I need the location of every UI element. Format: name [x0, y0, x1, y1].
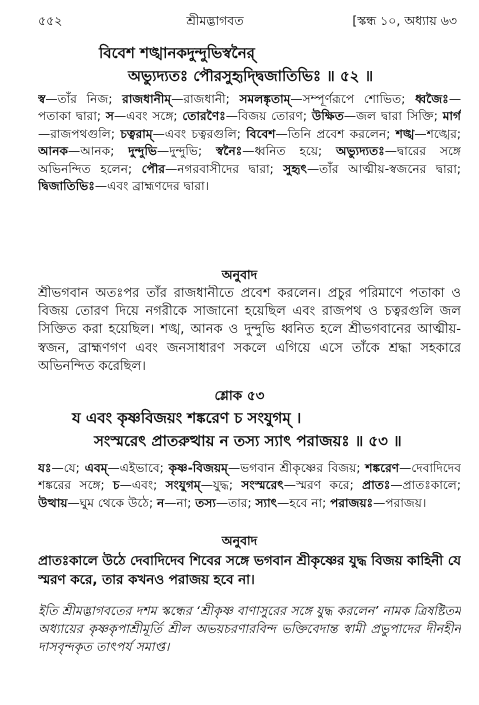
page-number: ৫৫২: [38, 13, 63, 28]
synonym-word: সংস্মরেৎ: [241, 478, 284, 493]
synonym-word: সংযুগম্: [165, 478, 201, 493]
chapter-colophon: ইতি শ্রীমদ্ভাগবতের দশম স্কন্ধের ‘শ্রীকৃষ্ণ বাণাসুরের সঙ্গে যুদ্ধ করলেন’ নামক ত্রিষষ্টিতম অধ্যায়ের কৃষ্ণকৃপাশ্রীমূর্তি শ্রীল অভয়চরণারবিন্দ ভক্তিবেদান্ত স্বামী প্রভুপাদের দীনহীন দাসবৃন্দকৃত তাৎপর্য সমাপ্ত।: [38, 603, 461, 654]
synonym-word: অভ্যুদ্যতঃ: [336, 144, 385, 159]
synonym-meaning: —রাজপথগুলি;: [38, 126, 121, 141]
synonym-meaning: —তাঁর নিজ;: [45, 92, 123, 106]
synonym-meaning: —হবে না;: [277, 495, 331, 510]
synonym-word: তোরণৈঃ: [182, 109, 226, 124]
synonym-word: পৌর: [141, 161, 166, 176]
synonym-word: তস্য: [195, 495, 216, 510]
synonym-meaning: —বিজয় তোরণ;: [225, 109, 312, 124]
synonym-meaning: —আনক;: [68, 144, 129, 159]
synonym-word: চত্বরাম্: [120, 126, 153, 141]
synonym-word: শঙ্করেণ: [365, 461, 400, 475]
synonym-word: দ্বিজাতিভিঃ: [38, 179, 95, 194]
synonym-meaning: —তিনি প্রবেশ করলেন;: [275, 126, 396, 141]
synonym-word: স্বনৈঃ: [215, 144, 243, 159]
synonym-meaning: —দেবাদিদেব শঙ্করের সঙ্গে;: [38, 461, 461, 493]
synonyms-52: [38, 91, 461, 265]
synonym-meaning: —সম্পূর্ণরূপে শোভিত;: [290, 92, 416, 106]
synonym-word: ধ্বজৈঃ: [415, 92, 449, 106]
translation-heading-53: অনুবাদ: [221, 533, 258, 548]
synonyms-53: [38, 460, 461, 530]
synonym-word: সমলঙ্কৃতাম্: [239, 92, 291, 106]
synonym-word: রাজধানীম্: [122, 92, 172, 106]
synonym-meaning: —প্রাতঃকালে;: [390, 478, 461, 493]
synonym-meaning: —ঘুম থেকে উঠে;: [67, 495, 157, 510]
synonym-word: উক্ষিত: [311, 109, 344, 124]
synonym-word: পরাজয়ঃ: [330, 495, 374, 510]
verse-53-line-1: য এবং কৃষ্ণবিজয়ং শঙ্করেণ চ সংযুগম্ ।: [72, 409, 302, 427]
synonym-word: যঃ: [38, 461, 52, 475]
synonym-meaning: —ভগবান শ্রীকৃষ্ণের বিজয়;: [227, 461, 366, 475]
synonym-meaning: —তার;: [215, 495, 256, 510]
synonym-meaning: —জল দ্বারা সিক্তি;: [343, 109, 443, 124]
verse-53-line-2: সংস্মরেৎ প্রাতরুত্থায় ন তস্য স্যাৎ পরাজয়ঃ ॥ ৫৩ ॥: [94, 432, 402, 450]
synonym-meaning: —যে;: [51, 461, 85, 475]
synonym-meaning: —এবং চত্বরগুলি;: [152, 126, 247, 141]
synonym-meaning: —দ্বারের সঙ্গে অভিনন্দিত হলেন;: [38, 144, 461, 176]
synonym-meaning: —পরাজয়।: [373, 495, 427, 510]
synonym-meaning: —এইভাবে;: [107, 461, 169, 475]
synonym-meaning: —এবং সঙ্গে;: [113, 109, 183, 124]
synonym-meaning: —দুন্দুভি;: [157, 144, 216, 159]
page-header: [0, 13, 479, 31]
synonym-word: স: [105, 109, 114, 124]
synonym-meaning: —রাজধানী;: [171, 92, 240, 106]
synonym-meaning: —তাঁর আত্মীয়-স্বজনের দ্বারা;: [306, 161, 461, 176]
sloka-53-heading: শ্লোক ৫৩: [214, 388, 265, 404]
synonym-meaning: —এবং;: [119, 478, 166, 493]
verse-52-line-1: বিবেশ শঙ্খানকদুন্দুভিস্বনৈর্: [99, 44, 255, 62]
synonym-word: কৃষ্ণ-বিজয়ম্: [168, 461, 228, 475]
translation-heading-52: অনুবাদ: [221, 267, 258, 282]
synonym-meaning: —না;: [164, 495, 196, 510]
synonym-word: মার্গ: [442, 109, 461, 124]
translation-53: প্রাতঃকালে উঠে দেবাদিদেব শিবের সঙ্গে ভগবান শ্রীকৃষ্ণের যুদ্ধ বিজয় কাহিনী যে স্মরণ করে, তার কখনও পরাজয় হবে না।: [38, 554, 461, 588]
synonym-meaning: —নগরবাসীদের দ্বারা;: [165, 161, 284, 176]
synonym-word: স্যাৎ: [255, 495, 278, 510]
translation-52: শ্রীভগবান অতঃপর তাঁর রাজধানীতে প্রবেশ করলেন। প্রচুর পরিমাণে পতাকা ও বিজয় তোরণ দিয়ে নগরীকে সাজানো হয়েছিল এবং রাজপথ ও চত্বরগুলি জল সিক্তিত করা হয়েছিল। শঙ্খ, আনক ও দুন্দুভি ধ্বনিত হলে শ্রীভগবানের আত্মীয়-স্বজন, ব্রাহ্মণগণ এবং জনসাধারণ সকলে এগিয়ে এসে তাঁকে শ্রদ্ধা সহকারে অভিনন্দিত করেছিল।: [38, 286, 461, 374]
synonym-word: প্রাতঃ: [362, 478, 391, 493]
book-title: শ্রীমদ্ভাগবত: [186, 13, 244, 28]
synonym-word: চ: [113, 478, 120, 493]
verse-52-line-2: অভ্যুদ্যতঃ পৌরসুহৃদ্দ্বিজাতিভিঃ ॥ ৫২ ॥: [128, 67, 374, 85]
synonym-word: সুহৃৎ: [283, 161, 307, 176]
synonym-meaning: —এবং ব্রাহ্মণদের দ্বারা।: [94, 179, 209, 194]
synonym-word: দুন্দুভি: [128, 144, 158, 159]
synonym-word: ন: [156, 495, 165, 510]
synonym-meaning: —ধ্বনিত হয়ে;: [242, 144, 337, 159]
synonym-word: আনক: [38, 144, 69, 159]
synonym-meaning: —পতাকা দ্বারা;: [38, 92, 461, 124]
synonym-word: বিবেশ: [246, 126, 276, 141]
synonym-meaning: —যুদ্ধ;: [200, 478, 242, 493]
synonym-meaning: —শঙ্খের;: [414, 126, 461, 141]
synonym-word: উত্থায়: [38, 495, 68, 510]
synonym-word: স্ব: [38, 92, 46, 106]
synonym-word: শঙ্খ: [395, 126, 415, 141]
chapter-reference: [স্কন্ধ ১০, অধ্যায় ৬৩: [352, 13, 457, 28]
synonym-word: এবম্: [84, 461, 108, 475]
synonym-meaning: —স্মরণ করে;: [283, 478, 363, 493]
